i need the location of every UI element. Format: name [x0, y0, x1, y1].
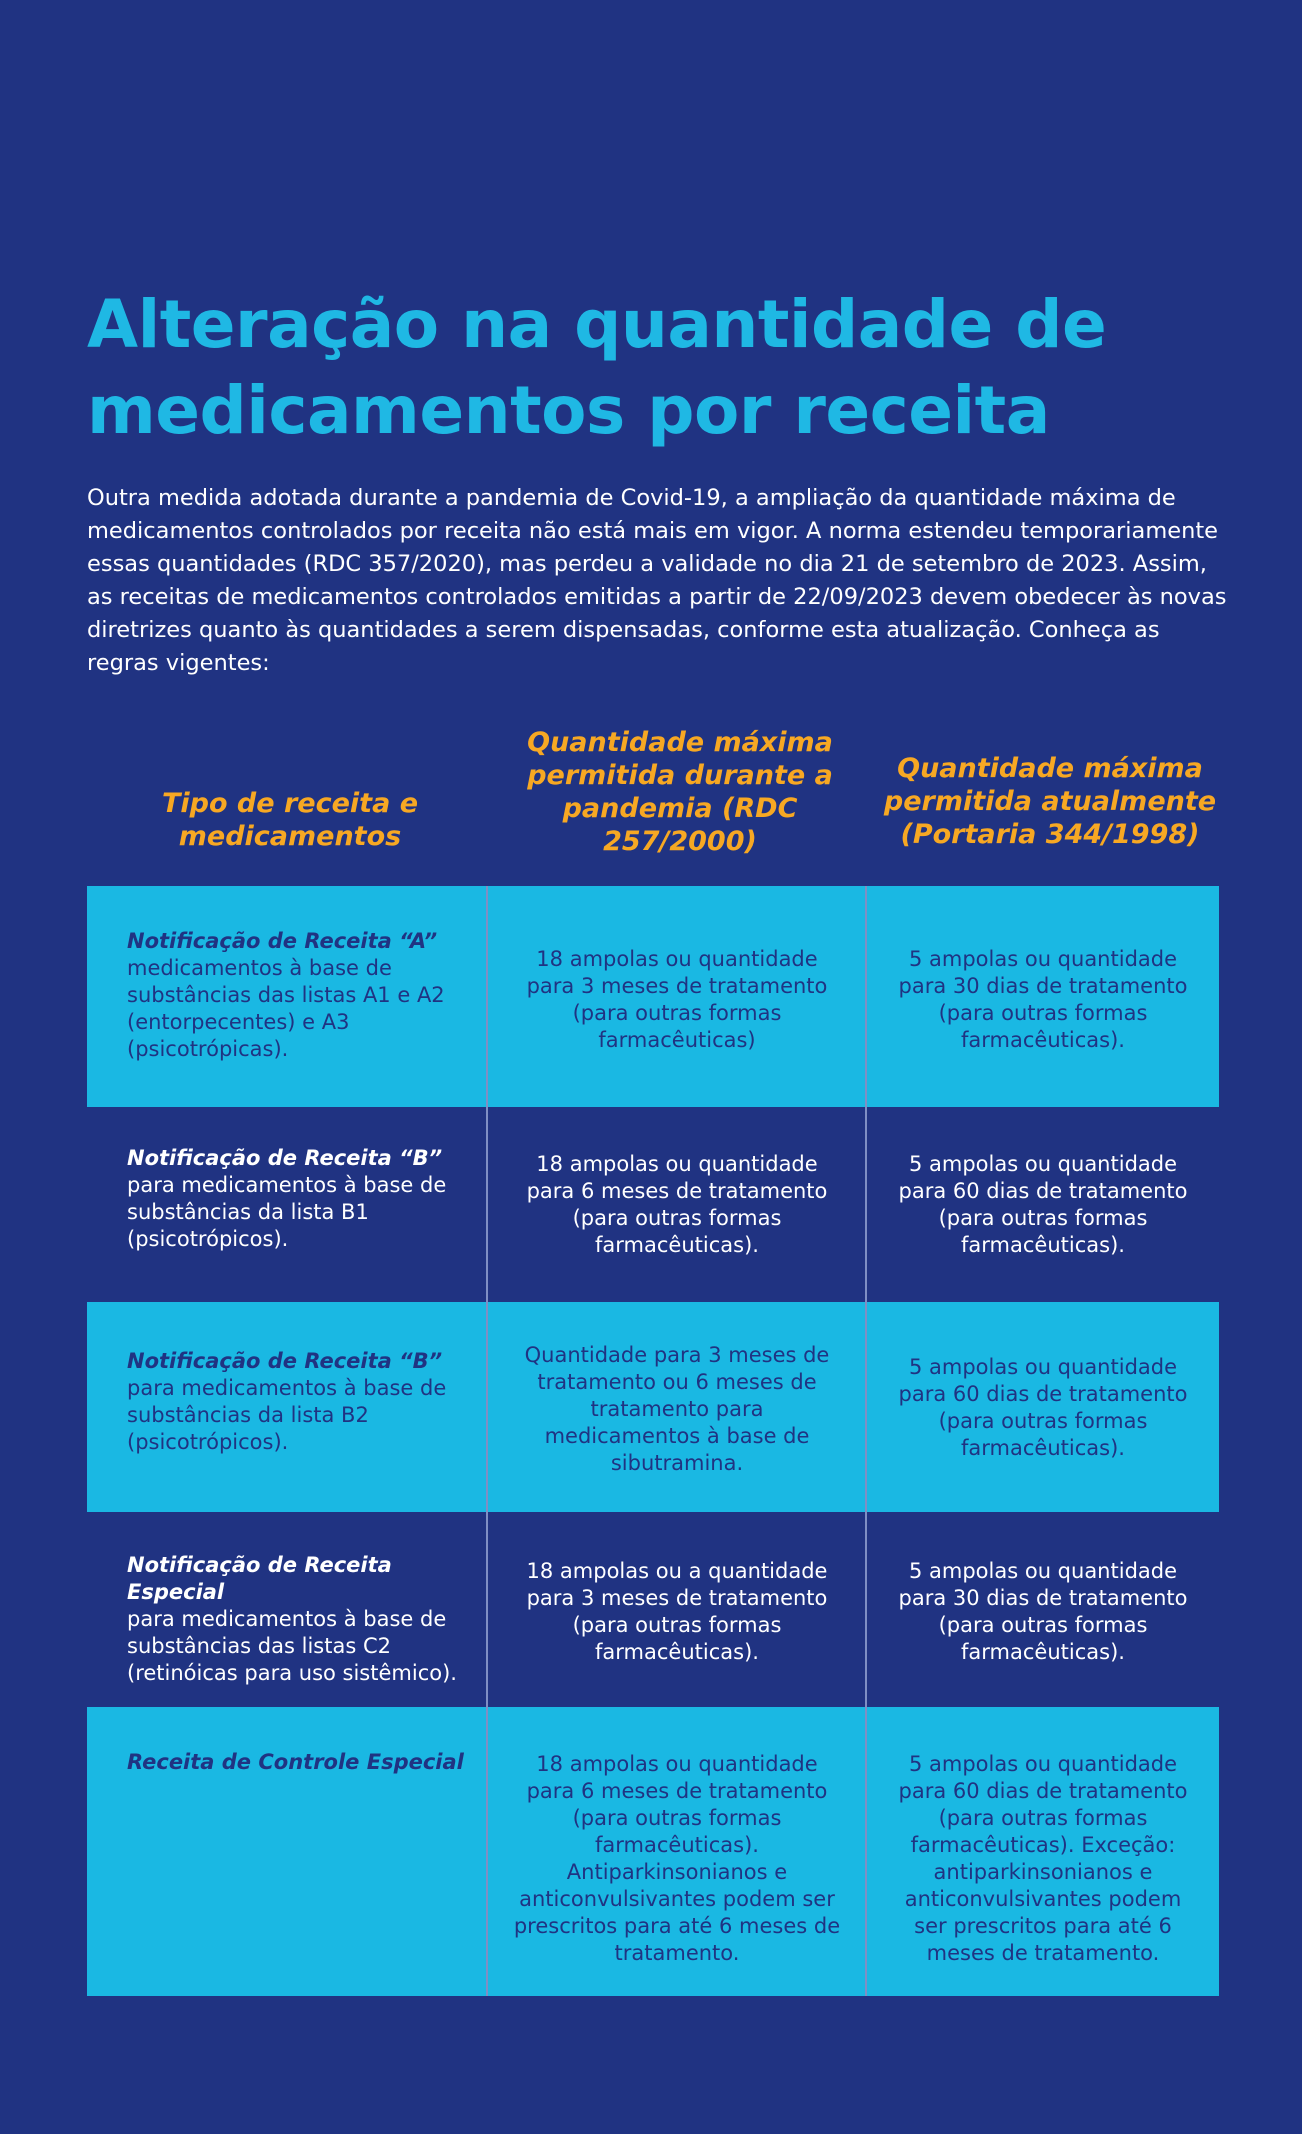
table-row: [87, 1512, 1219, 1707]
table-row: [87, 1107, 1219, 1302]
row-type-description: medicamentos à base de substâncias das listas A1 e A2 (entorpecentes) e A3 (psicotrópicas).: [127, 956, 445, 1061]
row-current-cell: 5 ampolas ou quantidade para 30 dias de tratamento (para outras formas farmacêuticas).: [898, 1559, 1188, 1664]
row-type-description: para medicamentos à base de substâncias das listas C2 (retinóicas para uso sistêmico).: [127, 1607, 457, 1685]
table-row: [87, 1302, 1219, 1512]
row-type-cell: [127, 1749, 467, 1776]
row-current-cell: 5 ampolas ou quantidade para 60 dias de tratamento (para outras formas farmacêuticas).: [898, 1355, 1188, 1460]
row-current-cell: 5 ampolas ou quantidade para 60 dias de tratamento (para outras formas farmacêuticas). Exceção: antiparkinsonianos e anticonvulsivantes podem ser prescritos para até 6 meses de tratamento.: [898, 1752, 1188, 1965]
row-type-title: Receita de Controle Especial: [127, 1750, 464, 1774]
column-header-current: Quantidade máxima permitida atualmente (Portaria 344/1998): [883, 753, 1217, 850]
row-current-cell: 5 ampolas ou quantidade para 60 dias de tratamento (para outras formas farmacêuticas).: [898, 1152, 1188, 1257]
row-type-description: para medicamentos à base de substâncias da lista B2 (psicotrópicos).: [127, 1376, 447, 1454]
row-type-cell: [127, 928, 467, 1063]
row-type-title: Notificação de Receita “A”: [127, 929, 438, 953]
row-current-cell: 5 ampolas ou quantidade para 30 dias de tratamento (para outras formas farmacêuticas).: [898, 947, 1188, 1052]
page-title: Alteração na quantidade de medicamentos por receita: [87, 286, 1107, 449]
column-divider: [486, 886, 488, 1996]
row-during-cell: 18 ampolas ou quantidade para 3 meses de tratamento (para outras formas farmacêuticas): [526, 947, 828, 1052]
intro-paragraph: Outra medida adotada durante a pandemia de Covid-19, a ampliação da quantidade máxima de medicamentos controlados por receita não está mais em vigor. A norma estendeu temporariamente essas quantidades (RDC 357/2020), mas perdeu a validade no dia 21 de setembro de 2023. Assim, as receitas de medicamentos controlados emitidas a partir de 22/09/2023 devem obedecer às novas diretrizes quanto às quantidades a serem dispensadas, conforme esta atualização. Conheça as regras vigentes:: [87, 485, 1227, 676]
row-type-title: Notificação de Receita “B”: [127, 1146, 443, 1170]
row-type-description: para medicamentos à base de substâncias da lista B1 (psicotrópicos).: [127, 1173, 447, 1251]
column-divider: [865, 886, 867, 1996]
row-type-title: Notificação de Receita Especial: [127, 1553, 392, 1604]
table-row: [87, 1707, 1219, 1996]
table-row: [87, 886, 1219, 1107]
row-type-title: Notificação de Receita “B”: [127, 1349, 443, 1373]
row-during-cell: 18 ampolas ou quantidade para 6 meses de tratamento (para outras formas farmacêuticas).: [526, 1152, 828, 1257]
row-type-cell: [127, 1145, 467, 1253]
row-type-cell: [127, 1552, 467, 1687]
row-during-cell: 18 ampolas ou a quantidade para 3 meses de tratamento (para outras formas farmacêuticas).: [526, 1559, 828, 1664]
row-during-cell: 18 ampolas ou quantidade para 6 meses de tratamento (para outras formas farmacêuticas). Antiparkinsonianos e anticonvulsivantes podem ser prescritos para até 6 meses de tratamento.: [513, 1752, 841, 1965]
row-type-cell: [127, 1348, 467, 1456]
column-header-during-pandemic: Quantidade máxima permitida durante a pandemia (RDC 257/2000): [527, 727, 833, 857]
column-header-type: Tipo de receita e medicamentos: [161, 788, 419, 852]
row-during-cell: Quantidade para 3 meses de tratamento ou 6 meses de tratamento para medicamentos à base de sibutramina.: [524, 1343, 830, 1475]
rules-table: [87, 886, 1219, 1996]
